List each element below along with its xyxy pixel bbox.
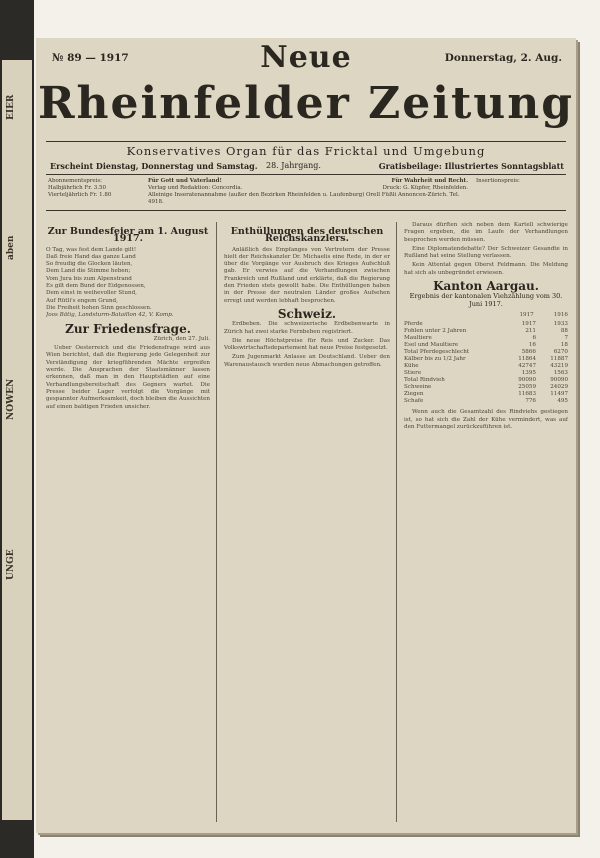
table-row — [404, 363, 568, 370]
poem-line: So freudig die Glocken läuten, — [46, 261, 133, 268]
table-cell: Kälber bis zu 1/2 Jahr — [404, 356, 466, 363]
adjacent-page-strip — [2, 60, 32, 820]
dateline: Zürich, den 27. Juli. — [153, 335, 210, 342]
spine-word: NOWEN — [6, 378, 16, 420]
issue-number: № 89 — 1917 — [52, 52, 129, 64]
column-2 — [224, 222, 390, 827]
article-body: Daraus dürften sich neben dem Kartell schwierige Fragen ergeben, die im Laufe der Verhandlungen besprochen werden müssen. — [404, 222, 568, 243]
poem-signature: Joos Bätig, Landsturm-Bataillon 42, V. Komp. — [46, 312, 174, 319]
column-rule — [396, 222, 397, 822]
spine-word: UNGE — [6, 549, 16, 580]
news-item: Kein Attentat gegen Oberst Feldmann. Die Meldung hat sich als unbegründet erwiesen. — [404, 262, 568, 276]
title-line-2: Rheinfelder Zeitung — [37, 78, 575, 129]
table-cell: 776 — [525, 398, 536, 405]
ad-agency: Alleinige Inseratenannahme (außer den Bezirken Rheinfelden u. Laufenburg) Orell Füßli Annoncen-Zürich. Tel. 4918. — [148, 192, 460, 205]
table-row — [404, 391, 568, 398]
table-row — [404, 398, 568, 405]
table-cell: 6270 — [553, 349, 568, 356]
table-caption: Ergebnis der kantonalen Viehzählung vom 30. Juni 1917. — [409, 292, 563, 308]
divider — [46, 174, 566, 175]
news-item: Eine Diplomatendebatte? Der Schweizer Gesandte in Rußland hat seine Stellung verlassen. — [404, 245, 568, 260]
news-item: Die neue Höchstpreise für Reis und Zucker. Das Volkswirtschaftsdepartement hat neue Preise festgesetzt. — [224, 337, 390, 352]
table-row — [404, 342, 568, 349]
section-heading: Schweiz. — [277, 306, 337, 321]
table-cell: Schafe — [404, 398, 424, 405]
article-heading: Zur Friedensfrage. — [65, 321, 191, 336]
subscription-box — [48, 178, 143, 199]
article-body: Ueber Oesterreich und die Friedensfrage wird aus Wien berichtet, daß die Regierung jede Gelegenheit zur Verständigung der kriegführenden Mächte ergreifen werde. Die Ansprachen der Staatsmänner lassen erkennen, daß man in den Hauptstädten auf eine Verhandlungsbereitschaft des Gegners wartet. Die Presse beider Lager verfolgt die Vorgänge mit gespannter Aufmerksamkeit, doch bleiben die Aussichten auf einen baldigen Frieden unsicher. — [46, 345, 210, 410]
table-cell: 6 — [532, 335, 536, 342]
news-item: Zum Jugenmarkt Anlasse an Deutschland. Ueber den Warenaustausch wurden neue Abmachungen getroffen. — [224, 354, 390, 368]
table-cell: 16 — [528, 342, 536, 349]
table-row — [404, 384, 568, 391]
table-header — [404, 312, 568, 319]
article-body: Wenn auch die Gesamtzahl des Rindviehs gestiegen ist, so hat sich die Zahl der Kühe vermindert, was auf den Futtermangel zurückzuführen ist. — [404, 409, 568, 430]
poem-line: Die Freiheit hohen Sinn geschlossen. — [46, 304, 152, 311]
table-cell: Stiere — [404, 370, 422, 377]
poem-line: Dem einst in weihevoller Stund, — [46, 290, 137, 297]
table-cell: 90090 — [518, 377, 536, 384]
book-spine — [0, 0, 34, 858]
table-cell: 90090 — [550, 377, 568, 384]
poem-line: Daß freie Hand das ganze Land — [46, 253, 136, 260]
section-heading: Kanton Aargau. — [433, 279, 539, 294]
publisher: Verlag und Redaktion: Concordia. — [148, 185, 243, 191]
table-cell: 5866 — [521, 349, 536, 356]
spine-word: EIER — [6, 94, 16, 120]
divider — [46, 141, 566, 142]
column-rule — [216, 222, 217, 822]
table-cell: Kühe — [404, 363, 419, 370]
table-cell: 1563 — [553, 370, 568, 377]
table-cell: Esel und Maultiere — [404, 342, 459, 349]
schedule-left: Erscheint Dienstag, Donnerstag und Samstag. — [50, 161, 258, 171]
table-cell: Maultiere — [404, 335, 432, 342]
table-cell: Ziegen — [404, 391, 424, 398]
news-item: Erdbeben. Die schweizerische Erdbebenwarte in Zürich hat zwei starke Fernbeben registriert. — [224, 321, 390, 335]
table-cell: 1933 — [553, 321, 568, 328]
subscription-line: Halbjährlich Fr. 3.50 — [48, 185, 106, 191]
table-cell: 495 — [557, 398, 568, 405]
subtitle: Konservatives Organ für das Fricktal und Umgebung — [126, 144, 486, 158]
table-cell: 11864 — [518, 356, 536, 363]
poem-line: Auf Rütli's engem Grund, — [46, 297, 118, 304]
table-cell: 88 — [560, 328, 568, 335]
motto-right: Für Wahrheit und Recht. — [391, 178, 468, 184]
newspaper-page — [36, 38, 576, 833]
column-3 — [404, 222, 568, 827]
issue-date: Donnerstag, 2. Aug. — [444, 52, 562, 64]
article-body: Anläßlich des Empfanges von Vertretern der Presse hielt der Reichskanzler Dr. Michaelis eine Rede, in der er über die Vorgänge vor Ausbruch des Krieges Aufschluß gab. Er verwies auf die Verhandlungen zwischen Frankreich und Rußland und erklärte, daß die Regierung den Frieden stets gewollt habe. Die Enthüllungen haben in der Presse der neutralen Länder großes Aufsehen erregt und werden lebhaft besprochen. — [224, 246, 390, 304]
table-cell: 11497 — [550, 391, 568, 398]
poem-line: Vom Jura bis zum Alpenstrand — [46, 275, 132, 282]
table-cell: Total Rindvieh — [404, 377, 445, 384]
article-heading: Enthüllungen des deutschen Reichskanzlers. — [230, 226, 384, 245]
table-row — [404, 335, 568, 342]
table-cell: 42747 — [518, 363, 536, 370]
table-cell: 211 — [525, 328, 536, 335]
printer: Druck: G. Küpfer, Rheinfelden. — [382, 185, 468, 191]
table-cell: 24029 — [550, 384, 568, 391]
subscription-line: Vierteljährlich Fr. 1.80 — [48, 192, 112, 198]
table-row — [404, 328, 568, 335]
imprint-box — [148, 178, 468, 206]
insertion-box — [476, 178, 566, 185]
table-row — [404, 377, 568, 384]
masthead — [36, 38, 576, 218]
article-heading: Zur Bundesfeier am 1. August 1917. — [47, 226, 209, 245]
schedule-right: Gratisbeilage: Illustriertes Sonntagsblatt — [378, 161, 564, 171]
table-cell: 11683 — [518, 391, 536, 398]
year-column: 1916 — [553, 311, 568, 318]
table-cell: Pferde — [404, 321, 423, 328]
poem-line: Dem Land die Stimme heben; — [46, 268, 131, 275]
table-cell: Fohlen unter 2 Jahren — [404, 328, 467, 335]
table-cell: 18 — [560, 342, 568, 349]
year-label: 28. Jahrgang. — [266, 161, 321, 170]
table-cell: 25059 — [518, 384, 536, 391]
title-line-1: Neue — [260, 40, 352, 75]
table-cell: 43219 — [550, 363, 568, 370]
table-cell: 1917 — [521, 321, 536, 328]
insertion-header: Insertionspreis: — [476, 178, 520, 184]
divider — [46, 210, 566, 211]
livestock-table — [404, 321, 568, 405]
table-cell: Schweine — [404, 384, 432, 391]
poem-line: Es gilt dem Bund der Eidgenossen, — [46, 283, 146, 290]
spine-word: aben — [6, 235, 16, 260]
table-cell: 1395 — [521, 370, 536, 377]
table-row — [404, 349, 568, 356]
table-cell: 7 — [564, 335, 568, 342]
year-column: 1917 — [519, 311, 534, 318]
column-1 — [46, 222, 210, 827]
table-row — [404, 370, 568, 377]
table-cell: 11887 — [550, 356, 568, 363]
table-row — [404, 356, 568, 363]
motto-left: Für Gott und Vaterland! — [148, 178, 222, 184]
subscription-header: Abonnementspreis: — [48, 178, 103, 184]
table-row — [404, 321, 568, 328]
poem — [46, 247, 210, 313]
table-cell: Total Pferdegeschlecht — [404, 349, 470, 356]
poem-line: O Tag, was fest dem Lande gilt! — [46, 246, 137, 253]
